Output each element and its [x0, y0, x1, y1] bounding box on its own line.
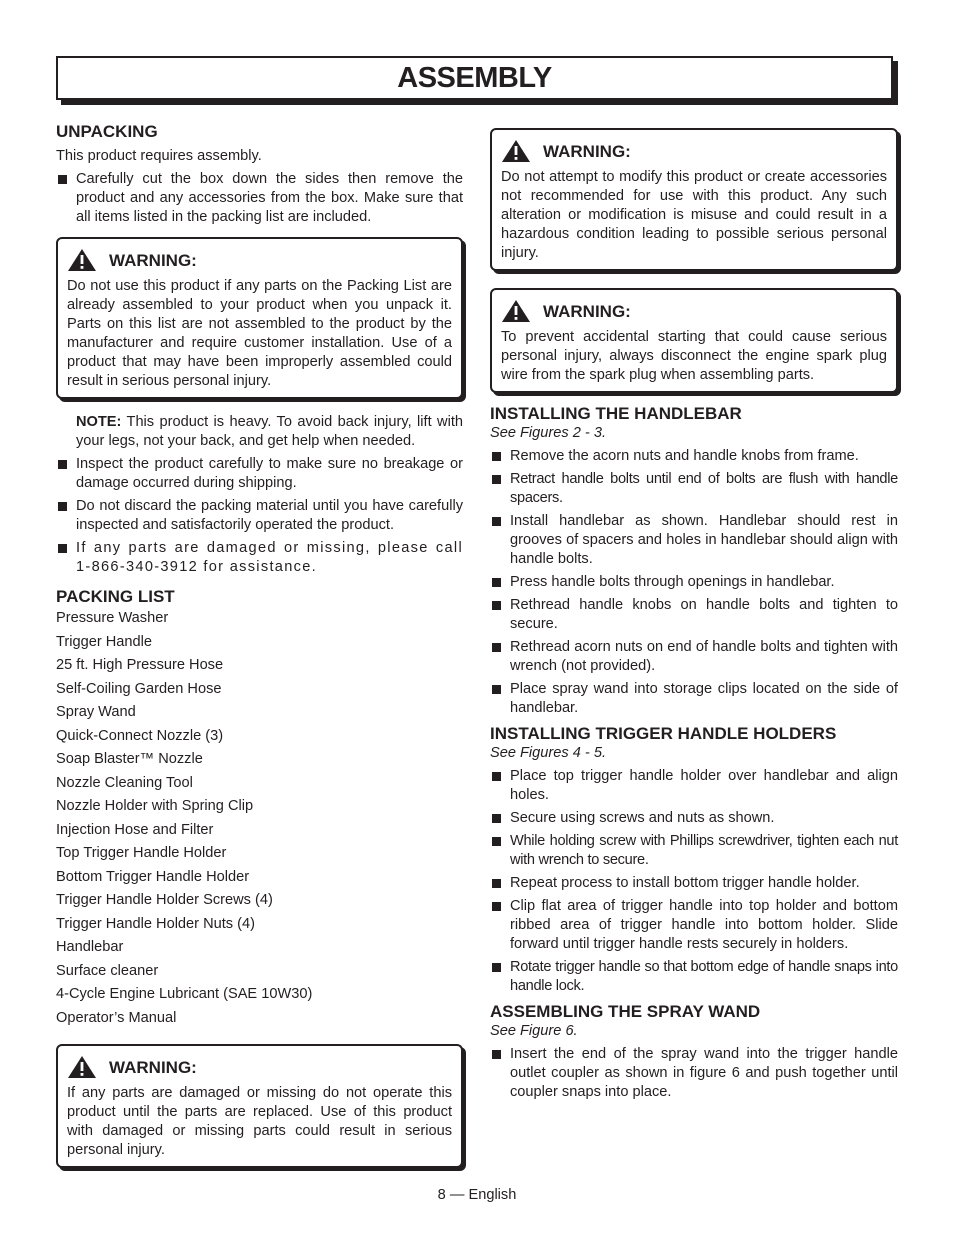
list-item: Clip flat area of trigger handle into top holder and bottom ribbed area of trigger handle into bottom holder. Slide forward until trigger handle rests securely in holders. — [490, 897, 898, 954]
packing-list-item: Trigger Handle Holder Nuts (4) — [56, 915, 255, 932]
warning-title: WARNING: — [543, 301, 631, 321]
packing-list-item: Top Trigger Handle Holder — [56, 845, 227, 861]
list-item: Do not discard the packing material until you have carefully inspected and satisfactorily operated the product. — [56, 497, 463, 535]
list-item: Insert the end of the spray wand into the trigger handle outlet coupler as shown in figure 6 and push together until coupler snaps into place. — [490, 1045, 898, 1102]
list-item: Secure using screws and nuts as shown. — [490, 809, 898, 828]
page-footer: 8 — English — [437, 1187, 517, 1203]
warning-text: Do not use this product if any parts on the Packing List are already assembled to your product when you unpack it. Parts on this list are not assembled to the product by the manufacturer and require customer installation. Use of a product that may have been improperly assembled could result in serious personal injury. — [67, 278, 452, 389]
warning-text: To prevent accidental starting that could cause serious personal injury, always disconnect the engine spark plug wire from the spark plug when assembling parts. — [501, 329, 887, 383]
bullet-icon — [492, 814, 501, 823]
packing-list-item: Pressure Washer — [56, 610, 169, 626]
bullet-icon — [492, 902, 501, 911]
packing-list-item: Handlebar — [56, 939, 124, 955]
bullet-icon — [492, 452, 501, 461]
list-item: Carefully cut the box down the sides then remove the product and any accessories from the box. Make sure that all items listed in the packing list are included. — [56, 170, 463, 227]
list-item: Inspect the product carefully to make sure no breakage or damage occurred during shipping. — [56, 455, 463, 493]
bullet-icon — [58, 502, 67, 511]
packing-list-item: Bottom Trigger Handle Holder — [56, 868, 250, 885]
handlebar-heading: INSTALLING THE HANDLEBAR — [490, 404, 742, 423]
bullet-icon — [492, 685, 501, 694]
packing-list-item: Trigger Handle Holder Screws (4) — [56, 892, 273, 908]
list-item: Rotate trigger handle so that bottom edge of handle snaps into handle lock. — [490, 958, 898, 996]
warning-box-packing — [56, 1044, 463, 1168]
list-item: Install handlebar as shown. Handlebar should rest in grooves of spacers and holes in handlebar should align with handle bolts. — [490, 512, 898, 569]
bullet-icon — [492, 963, 501, 972]
note: NOTE: This product is heavy. To avoid back injury, lift with your legs, not your back, and get help when needed. — [76, 414, 463, 449]
left-column — [56, 121, 463, 1168]
bullet-icon — [492, 1050, 501, 1059]
packing-list-item: Self-Coiling Garden Hose — [56, 680, 222, 697]
list-item: If any parts are damaged or missing, please call 1-866-340-3912 for assistance. — [56, 539, 463, 577]
right-column — [490, 128, 898, 1102]
unpacking-list-1 — [56, 170, 463, 227]
unpacking-list-2 — [56, 455, 463, 577]
packing-list-item: Surface cleaner — [56, 962, 159, 979]
list-item: Rethread acorn nuts on end of handle bolts and tighten with wrench (not provided). — [490, 638, 898, 676]
bullet-icon — [492, 601, 501, 610]
handlebar-list — [490, 447, 898, 718]
packing-list-item: 25 ft. High Pressure Hose — [56, 657, 224, 673]
warning-box-spark-plug — [490, 288, 898, 393]
list-item: Rethread handle knobs on handle bolts and tighten to secure. — [490, 596, 898, 634]
spray-wand-list — [490, 1045, 898, 1102]
packing-list-item: Nozzle Holder with Spring Clip — [56, 798, 254, 814]
list-item: Press handle bolts through openings in handlebar. — [490, 573, 898, 592]
packing-list-item: Injection Hose and Filter — [56, 821, 214, 838]
trigger-holders-heading: INSTALLING TRIGGER HANDLE HOLDERS — [490, 724, 837, 743]
bullet-icon — [492, 879, 501, 888]
packing-list — [56, 607, 463, 1030]
trigger-holders-list — [490, 767, 898, 996]
trigger-holders-see-figures: See Figures 4 - 5. — [490, 745, 606, 761]
bullet-icon — [492, 837, 501, 846]
warning-text: Do not attempt to modify this product or create accessories not recommended for use with this product. Any such alteration or modification is misuse and could result in a hazardous condition leading to possible serious personal injury. — [501, 169, 887, 261]
packing-list-item: Spray Wand — [56, 704, 136, 720]
unpacking-intro: This product requires assembly. — [56, 148, 262, 164]
packing-list-item: Quick-Connect Nozzle (3) — [56, 727, 224, 744]
packing-list-item: Trigger Handle — [56, 633, 152, 650]
list-item: Repeat process to install bottom trigger handle holder. — [490, 874, 898, 893]
packing-list-heading: PACKING LIST — [56, 587, 175, 606]
warning-title: WARNING: — [109, 1057, 197, 1077]
unpacking-heading: UNPACKING — [56, 122, 158, 141]
list-item: Remove the acorn nuts and handle knobs from frame. — [490, 447, 898, 466]
packing-list-item: Operator’s Manual — [56, 1009, 177, 1026]
warning-triangle-icon — [501, 299, 531, 323]
bullet-icon — [58, 544, 67, 553]
bullet-icon — [492, 643, 501, 652]
spray-wand-see-figure: See Figure 6. — [490, 1023, 578, 1039]
bullet-icon — [58, 175, 67, 184]
warning-title: WARNING: — [109, 250, 197, 270]
bullet-icon — [492, 772, 501, 781]
packing-list-item: 4-Cycle Engine Lubricant (SAE 10W30) — [56, 986, 313, 1002]
packing-list-item: Soap Blaster™ Nozzle — [56, 751, 203, 767]
bullet-icon — [492, 578, 501, 587]
packing-list-item: Nozzle Cleaning Tool — [56, 774, 193, 791]
page-title-box — [56, 56, 893, 100]
page-title: ASSEMBLY — [397, 62, 552, 94]
warning-triangle-icon — [501, 139, 531, 163]
handlebar-see-figures: See Figures 2 - 3. — [490, 425, 606, 441]
list-item: Place spray wand into storage clips located on the side of handlebar. — [490, 680, 898, 718]
spray-wand-heading: ASSEMBLING THE SPRAY WAND — [490, 1002, 761, 1021]
warning-text: If any parts are damaged or missing do not operate this product until the parts are replaced. Use of this product with damaged or missing parts could result in serious personal injury. — [67, 1085, 452, 1158]
bullet-icon — [58, 460, 67, 469]
list-item: While holding screw with Phillips screwdriver, tighten each nut with wrench to secure. — [490, 832, 898, 870]
warning-triangle-icon — [67, 1055, 97, 1079]
list-item: Retract handle bolts until end of bolts are flush with handle spacers. — [490, 470, 898, 508]
warning-box-unpacking — [56, 237, 463, 399]
bullet-icon — [492, 475, 501, 484]
warning-title: WARNING: — [543, 141, 631, 161]
bullet-icon — [492, 517, 501, 526]
list-item: Place top trigger handle holder over handlebar and align holes. — [490, 767, 898, 805]
warning-box-modify — [490, 128, 898, 271]
warning-triangle-icon — [67, 248, 97, 272]
